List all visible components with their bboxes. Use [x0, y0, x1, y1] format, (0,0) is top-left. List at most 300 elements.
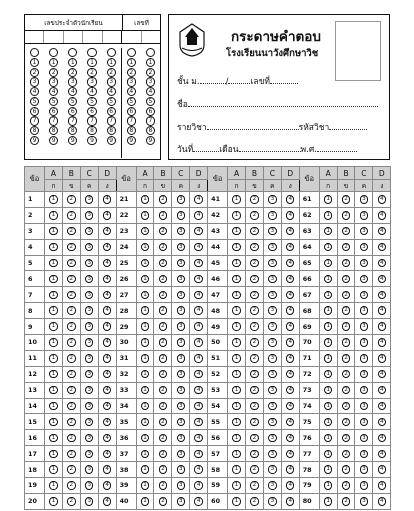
- answer-bubble[interactable]: 1: [141, 243, 149, 251]
- answer-bubble[interactable]: 2: [159, 450, 167, 458]
- answer-bubble[interactable]: 3: [85, 291, 93, 299]
- answer-bubble[interactable]: 3: [85, 418, 93, 426]
- answer-bubble[interactable]: 4: [286, 259, 294, 267]
- answer-bubble[interactable]: 4: [286, 434, 294, 442]
- answer-bubble[interactable]: 1: [141, 481, 149, 489]
- answer-bubble[interactable]: 1: [324, 211, 332, 219]
- digit-bubble[interactable]: 5: [146, 97, 155, 106]
- answer-bubble[interactable]: 4: [194, 450, 202, 458]
- answer-bubble[interactable]: 4: [378, 497, 386, 505]
- subject-input-line[interactable]: [207, 122, 299, 130]
- digit-bubble[interactable]: 4: [68, 87, 77, 96]
- answer-bubble[interactable]: 2: [342, 402, 350, 410]
- answer-bubble[interactable]: 2: [342, 338, 350, 346]
- answer-bubble[interactable]: 3: [177, 291, 185, 299]
- answer-bubble[interactable]: 3: [177, 497, 185, 505]
- answer-bubble[interactable]: 2: [250, 450, 258, 458]
- answer-bubble[interactable]: 2: [67, 195, 75, 203]
- digit-bubble[interactable]: 3: [107, 77, 116, 86]
- answer-bubble[interactable]: 2: [159, 195, 167, 203]
- answer-bubble[interactable]: 3: [85, 370, 93, 378]
- answer-bubble[interactable]: 4: [378, 465, 386, 473]
- answer-bubble[interactable]: 1: [141, 450, 149, 458]
- answer-bubble[interactable]: 2: [250, 402, 258, 410]
- answer-bubble[interactable]: 1: [324, 275, 332, 283]
- answer-bubble[interactable]: 4: [194, 465, 202, 473]
- answer-bubble[interactable]: 1: [141, 338, 149, 346]
- answer-bubble[interactable]: 3: [360, 259, 368, 267]
- answer-bubble[interactable]: 1: [141, 291, 149, 299]
- answer-bubble[interactable]: 3: [268, 243, 276, 251]
- answer-bubble[interactable]: 1: [232, 434, 240, 442]
- answer-bubble[interactable]: 3: [177, 434, 185, 442]
- answer-bubble[interactable]: 3: [177, 306, 185, 314]
- answer-bubble[interactable]: 1: [49, 465, 57, 473]
- digit-bubble[interactable]: 1: [107, 58, 116, 67]
- answer-bubble[interactable]: 2: [159, 465, 167, 473]
- digit-bubble-blank[interactable]: [49, 48, 58, 57]
- answer-bubble[interactable]: 4: [103, 370, 111, 378]
- answer-bubble[interactable]: 2: [250, 306, 258, 314]
- digit-bubble[interactable]: 2: [107, 68, 116, 77]
- answer-bubble[interactable]: 4: [194, 402, 202, 410]
- digit-bubble[interactable]: 6: [30, 107, 39, 116]
- answer-bubble[interactable]: 2: [250, 338, 258, 346]
- answer-bubble[interactable]: 3: [85, 465, 93, 473]
- answer-bubble[interactable]: 1: [49, 402, 57, 410]
- answer-bubble[interactable]: 4: [378, 195, 386, 203]
- answer-bubble[interactable]: 4: [286, 418, 294, 426]
- answer-bubble[interactable]: 4: [103, 338, 111, 346]
- answer-bubble[interactable]: 3: [268, 322, 276, 330]
- answer-bubble[interactable]: 1: [324, 434, 332, 442]
- digit-bubble[interactable]: 5: [87, 97, 96, 106]
- digit-bubble[interactable]: 4: [127, 87, 136, 96]
- answer-bubble[interactable]: 1: [141, 259, 149, 267]
- digit-bubble[interactable]: 9: [107, 136, 116, 145]
- answer-bubble[interactable]: 4: [103, 211, 111, 219]
- answer-bubble[interactable]: 1: [324, 386, 332, 394]
- answer-bubble[interactable]: 3: [85, 434, 93, 442]
- answer-bubble[interactable]: 1: [324, 370, 332, 378]
- answer-bubble[interactable]: 1: [232, 338, 240, 346]
- digit-bubble[interactable]: 8: [30, 126, 39, 135]
- digit-bubble[interactable]: 2: [49, 68, 58, 77]
- answer-bubble[interactable]: 2: [250, 354, 258, 362]
- answer-bubble[interactable]: 2: [159, 386, 167, 394]
- answer-bubble[interactable]: 2: [159, 418, 167, 426]
- digit-bubble[interactable]: 6: [127, 107, 136, 116]
- answer-bubble[interactable]: 2: [250, 481, 258, 489]
- answer-bubble[interactable]: 3: [177, 227, 185, 235]
- answer-bubble[interactable]: 2: [67, 291, 75, 299]
- answer-bubble[interactable]: 2: [342, 354, 350, 362]
- answer-bubble[interactable]: 1: [232, 211, 240, 219]
- answer-bubble[interactable]: 2: [250, 227, 258, 235]
- answer-bubble[interactable]: 1: [324, 243, 332, 251]
- digit-bubble-blank[interactable]: [30, 48, 39, 57]
- answer-bubble[interactable]: 4: [378, 259, 386, 267]
- answer-bubble[interactable]: 4: [194, 386, 202, 394]
- answer-bubble[interactable]: 1: [141, 211, 149, 219]
- answer-bubble[interactable]: 3: [268, 386, 276, 394]
- answer-bubble[interactable]: 2: [159, 275, 167, 283]
- answer-bubble[interactable]: 1: [232, 497, 240, 505]
- answer-bubble[interactable]: 3: [360, 434, 368, 442]
- answer-bubble[interactable]: 4: [378, 291, 386, 299]
- answer-bubble[interactable]: 2: [67, 497, 75, 505]
- answer-bubble[interactable]: 4: [378, 370, 386, 378]
- answer-bubble[interactable]: 1: [232, 227, 240, 235]
- answer-bubble[interactable]: 2: [67, 275, 75, 283]
- answer-bubble[interactable]: 2: [159, 354, 167, 362]
- answer-bubble[interactable]: 4: [194, 434, 202, 442]
- answer-bubble[interactable]: 4: [194, 259, 202, 267]
- answer-bubble[interactable]: 3: [360, 291, 368, 299]
- answer-bubble[interactable]: 3: [360, 306, 368, 314]
- digit-bubble-blank[interactable]: [107, 48, 116, 57]
- answer-bubble[interactable]: 2: [67, 243, 75, 251]
- answer-bubble[interactable]: 2: [67, 450, 75, 458]
- answer-bubble[interactable]: 2: [342, 211, 350, 219]
- answer-bubble[interactable]: 2: [342, 195, 350, 203]
- number-write-box[interactable]: [122, 31, 141, 43]
- answer-bubble[interactable]: 4: [378, 227, 386, 235]
- digit-bubble[interactable]: 1: [30, 58, 39, 67]
- answer-bubble[interactable]: 2: [250, 322, 258, 330]
- digit-bubble-blank[interactable]: [146, 48, 155, 57]
- digit-bubble[interactable]: 5: [127, 97, 136, 106]
- answer-bubble[interactable]: 3: [268, 418, 276, 426]
- answer-bubble[interactable]: 1: [324, 338, 332, 346]
- class-input-line[interactable]: [200, 76, 226, 84]
- answer-bubble[interactable]: 4: [103, 195, 111, 203]
- answer-bubble[interactable]: 1: [141, 386, 149, 394]
- answer-bubble[interactable]: 2: [67, 434, 75, 442]
- answer-bubble[interactable]: 4: [286, 465, 294, 473]
- answer-bubble[interactable]: 1: [49, 291, 57, 299]
- answer-bubble[interactable]: 4: [194, 275, 202, 283]
- digit-bubble[interactable]: 6: [146, 107, 155, 116]
- answer-bubble[interactable]: 4: [194, 338, 202, 346]
- digit-bubble[interactable]: 7: [49, 116, 58, 125]
- digit-bubble[interactable]: 2: [68, 68, 77, 77]
- answer-bubble[interactable]: 4: [103, 275, 111, 283]
- answer-bubble[interactable]: 3: [360, 481, 368, 489]
- answer-bubble[interactable]: 3: [268, 481, 276, 489]
- digit-bubble[interactable]: 8: [49, 126, 58, 135]
- answer-bubble[interactable]: 2: [342, 434, 350, 442]
- digit-bubble[interactable]: 1: [49, 58, 58, 67]
- answer-bubble[interactable]: 3: [85, 195, 93, 203]
- answer-bubble[interactable]: 4: [103, 306, 111, 314]
- answer-bubble[interactable]: 2: [159, 338, 167, 346]
- answer-bubble[interactable]: 4: [194, 481, 202, 489]
- answer-bubble[interactable]: 1: [49, 481, 57, 489]
- answer-bubble[interactable]: 1: [324, 450, 332, 458]
- answer-bubble[interactable]: 1: [324, 497, 332, 505]
- answer-bubble[interactable]: 1: [232, 465, 240, 473]
- answer-bubble[interactable]: 3: [360, 275, 368, 283]
- answer-bubble[interactable]: 1: [141, 465, 149, 473]
- answer-bubble[interactable]: 3: [360, 418, 368, 426]
- answer-bubble[interactable]: 2: [159, 243, 167, 251]
- answer-bubble[interactable]: 4: [103, 497, 111, 505]
- digit-bubble[interactable]: 5: [68, 97, 77, 106]
- answer-bubble[interactable]: 2: [67, 370, 75, 378]
- answer-bubble[interactable]: 2: [250, 259, 258, 267]
- answer-bubble[interactable]: 2: [342, 227, 350, 235]
- answer-bubble[interactable]: 4: [378, 243, 386, 251]
- answer-bubble[interactable]: 3: [360, 227, 368, 235]
- answer-bubble[interactable]: 4: [103, 322, 111, 330]
- answer-bubble[interactable]: 2: [342, 418, 350, 426]
- answer-bubble[interactable]: 2: [159, 370, 167, 378]
- answer-bubble[interactable]: 3: [177, 275, 185, 283]
- answer-bubble[interactable]: 4: [103, 418, 111, 426]
- number-input-line[interactable]: [270, 76, 298, 84]
- answer-bubble[interactable]: 4: [286, 338, 294, 346]
- answer-bubble[interactable]: 3: [268, 370, 276, 378]
- digit-bubble[interactable]: 6: [49, 107, 58, 116]
- answer-bubble[interactable]: 3: [85, 450, 93, 458]
- answer-bubble[interactable]: 1: [324, 481, 332, 489]
- answer-bubble[interactable]: 2: [250, 386, 258, 394]
- answer-bubble[interactable]: 2: [250, 195, 258, 203]
- answer-bubble[interactable]: 1: [49, 497, 57, 505]
- answer-bubble[interactable]: 1: [49, 259, 57, 267]
- answer-bubble[interactable]: 3: [360, 370, 368, 378]
- digit-bubble[interactable]: 2: [87, 68, 96, 77]
- answer-bubble[interactable]: 1: [49, 418, 57, 426]
- answer-bubble[interactable]: 3: [360, 195, 368, 203]
- answer-bubble[interactable]: 1: [232, 450, 240, 458]
- answer-bubble[interactable]: 3: [177, 243, 185, 251]
- answer-bubble[interactable]: 2: [67, 259, 75, 267]
- answer-bubble[interactable]: 3: [85, 227, 93, 235]
- digit-bubble[interactable]: 7: [87, 116, 96, 125]
- id-write-box[interactable]: [103, 31, 122, 43]
- answer-bubble[interactable]: 2: [67, 306, 75, 314]
- answer-bubble[interactable]: 4: [286, 227, 294, 235]
- answer-bubble[interactable]: 4: [194, 306, 202, 314]
- answer-bubble[interactable]: 4: [103, 227, 111, 235]
- answer-bubble[interactable]: 3: [85, 211, 93, 219]
- answer-bubble[interactable]: 1: [49, 243, 57, 251]
- answer-bubble[interactable]: 3: [85, 275, 93, 283]
- answer-bubble[interactable]: 4: [103, 465, 111, 473]
- answer-bubble[interactable]: 4: [194, 243, 202, 251]
- answer-bubble[interactable]: 4: [103, 450, 111, 458]
- answer-bubble[interactable]: 4: [286, 370, 294, 378]
- digit-bubble[interactable]: 5: [107, 97, 116, 106]
- answer-bubble[interactable]: 4: [378, 211, 386, 219]
- digit-bubble[interactable]: 8: [107, 126, 116, 135]
- answer-bubble[interactable]: 3: [268, 497, 276, 505]
- answer-bubble[interactable]: 2: [342, 370, 350, 378]
- answer-bubble[interactable]: 2: [250, 418, 258, 426]
- answer-bubble[interactable]: 2: [250, 497, 258, 505]
- answer-bubble[interactable]: 1: [141, 418, 149, 426]
- answer-bubble[interactable]: 2: [159, 497, 167, 505]
- answer-bubble[interactable]: 1: [232, 354, 240, 362]
- answer-bubble[interactable]: 2: [342, 275, 350, 283]
- answer-bubble[interactable]: 2: [342, 386, 350, 394]
- answer-bubble[interactable]: 3: [268, 338, 276, 346]
- answer-bubble[interactable]: 2: [159, 291, 167, 299]
- answer-bubble[interactable]: 1: [141, 354, 149, 362]
- digit-bubble-blank[interactable]: [87, 48, 96, 57]
- digit-bubble[interactable]: 7: [127, 116, 136, 125]
- answer-bubble[interactable]: 2: [342, 259, 350, 267]
- answer-bubble[interactable]: 3: [360, 450, 368, 458]
- digit-bubble[interactable]: 8: [127, 126, 136, 135]
- answer-bubble[interactable]: 4: [286, 481, 294, 489]
- id-write-box[interactable]: [64, 31, 83, 43]
- answer-bubble[interactable]: 3: [360, 497, 368, 505]
- answer-bubble[interactable]: 2: [67, 465, 75, 473]
- answer-bubble[interactable]: 3: [85, 481, 93, 489]
- answer-bubble[interactable]: 4: [286, 243, 294, 251]
- answer-bubble[interactable]: 2: [342, 243, 350, 251]
- answer-bubble[interactable]: 3: [268, 306, 276, 314]
- answer-bubble[interactable]: 3: [177, 322, 185, 330]
- answer-bubble[interactable]: 4: [378, 306, 386, 314]
- answer-bubble[interactable]: 2: [250, 275, 258, 283]
- answer-bubble[interactable]: 2: [250, 434, 258, 442]
- answer-bubble[interactable]: 3: [177, 450, 185, 458]
- answer-bubble[interactable]: 1: [324, 195, 332, 203]
- answer-bubble[interactable]: 4: [378, 481, 386, 489]
- answer-bubble[interactable]: 2: [67, 322, 75, 330]
- answer-bubble[interactable]: 1: [141, 195, 149, 203]
- answer-bubble[interactable]: 3: [360, 243, 368, 251]
- digit-bubble[interactable]: 4: [30, 87, 39, 96]
- digit-bubble[interactable]: 2: [30, 68, 39, 77]
- answer-bubble[interactable]: 1: [49, 354, 57, 362]
- answer-bubble[interactable]: 4: [378, 338, 386, 346]
- digit-bubble[interactable]: 3: [49, 77, 58, 86]
- answer-bubble[interactable]: 1: [141, 275, 149, 283]
- digit-bubble[interactable]: 3: [146, 77, 155, 86]
- answer-bubble[interactable]: 4: [286, 386, 294, 394]
- answer-bubble[interactable]: 1: [49, 386, 57, 394]
- answer-bubble[interactable]: 1: [49, 306, 57, 314]
- digit-bubble[interactable]: 1: [146, 58, 155, 67]
- digit-bubble[interactable]: 9: [146, 136, 155, 145]
- answer-bubble[interactable]: 4: [286, 195, 294, 203]
- answer-bubble[interactable]: 3: [360, 465, 368, 473]
- answer-bubble[interactable]: 4: [378, 386, 386, 394]
- digit-bubble[interactable]: 7: [68, 116, 77, 125]
- answer-bubble[interactable]: 2: [342, 481, 350, 489]
- answer-bubble[interactable]: 1: [324, 354, 332, 362]
- answer-bubble[interactable]: 2: [67, 481, 75, 489]
- answer-bubble[interactable]: 1: [141, 306, 149, 314]
- answer-bubble[interactable]: 4: [286, 322, 294, 330]
- answer-bubble[interactable]: 4: [103, 291, 111, 299]
- answer-bubble[interactable]: 2: [67, 386, 75, 394]
- answer-bubble[interactable]: 1: [49, 275, 57, 283]
- answer-bubble[interactable]: 2: [342, 306, 350, 314]
- answer-bubble[interactable]: 3: [360, 386, 368, 394]
- answer-bubble[interactable]: 3: [360, 322, 368, 330]
- answer-bubble[interactable]: 3: [360, 338, 368, 346]
- digit-bubble[interactable]: 9: [49, 136, 58, 145]
- answer-bubble[interactable]: 4: [103, 243, 111, 251]
- answer-bubble[interactable]: 3: [268, 291, 276, 299]
- answer-bubble[interactable]: 4: [378, 322, 386, 330]
- digit-bubble[interactable]: 4: [87, 87, 96, 96]
- answer-bubble[interactable]: 2: [250, 370, 258, 378]
- answer-bubble[interactable]: 4: [194, 211, 202, 219]
- answer-bubble[interactable]: 3: [268, 402, 276, 410]
- answer-bubble[interactable]: 2: [250, 465, 258, 473]
- answer-bubble[interactable]: 3: [360, 402, 368, 410]
- answer-bubble[interactable]: 3: [85, 338, 93, 346]
- id-write-box[interactable]: [44, 31, 63, 43]
- answer-bubble[interactable]: 2: [67, 227, 75, 235]
- answer-bubble[interactable]: 2: [159, 306, 167, 314]
- answer-bubble[interactable]: 1: [141, 370, 149, 378]
- answer-bubble[interactable]: 4: [286, 497, 294, 505]
- digit-bubble[interactable]: 7: [30, 116, 39, 125]
- answer-bubble[interactable]: 4: [194, 354, 202, 362]
- answer-bubble[interactable]: 3: [85, 243, 93, 251]
- answer-bubble[interactable]: 3: [268, 275, 276, 283]
- answer-bubble[interactable]: 3: [85, 354, 93, 362]
- answer-bubble[interactable]: 1: [232, 386, 240, 394]
- answer-bubble[interactable]: 1: [232, 195, 240, 203]
- answer-bubble[interactable]: 2: [159, 322, 167, 330]
- answer-bubble[interactable]: 1: [141, 322, 149, 330]
- answer-bubble[interactable]: 3: [177, 354, 185, 362]
- answer-bubble[interactable]: 3: [360, 211, 368, 219]
- answer-bubble[interactable]: 3: [177, 338, 185, 346]
- digit-bubble[interactable]: 5: [49, 97, 58, 106]
- id-write-box[interactable]: [25, 31, 44, 43]
- answer-bubble[interactable]: 1: [324, 291, 332, 299]
- answer-bubble[interactable]: 4: [103, 402, 111, 410]
- answer-bubble[interactable]: 3: [85, 306, 93, 314]
- answer-bubble[interactable]: 4: [378, 418, 386, 426]
- digit-bubble[interactable]: 6: [87, 107, 96, 116]
- answer-bubble[interactable]: 2: [159, 434, 167, 442]
- answer-bubble[interactable]: 1: [49, 227, 57, 235]
- answer-bubble[interactable]: 1: [49, 322, 57, 330]
- id-write-box[interactable]: [83, 31, 102, 43]
- answer-bubble[interactable]: 3: [85, 322, 93, 330]
- digit-bubble[interactable]: 4: [146, 87, 155, 96]
- answer-bubble[interactable]: 4: [286, 211, 294, 219]
- answer-bubble[interactable]: 1: [324, 227, 332, 235]
- answer-bubble[interactable]: 1: [232, 322, 240, 330]
- answer-bubble[interactable]: 3: [177, 402, 185, 410]
- answer-bubble[interactable]: 3: [177, 259, 185, 267]
- answer-bubble[interactable]: 3: [177, 211, 185, 219]
- answer-bubble[interactable]: 3: [268, 259, 276, 267]
- answer-bubble[interactable]: 1: [141, 227, 149, 235]
- digit-bubble[interactable]: 3: [127, 77, 136, 86]
- answer-bubble[interactable]: 2: [159, 227, 167, 235]
- answer-bubble[interactable]: 4: [194, 291, 202, 299]
- digit-bubble[interactable]: 2: [146, 68, 155, 77]
- answer-bubble[interactable]: 4: [194, 322, 202, 330]
- answer-bubble[interactable]: 2: [250, 291, 258, 299]
- answer-bubble[interactable]: 2: [342, 322, 350, 330]
- digit-bubble[interactable]: 3: [30, 77, 39, 86]
- digit-bubble[interactable]: 6: [68, 107, 77, 116]
